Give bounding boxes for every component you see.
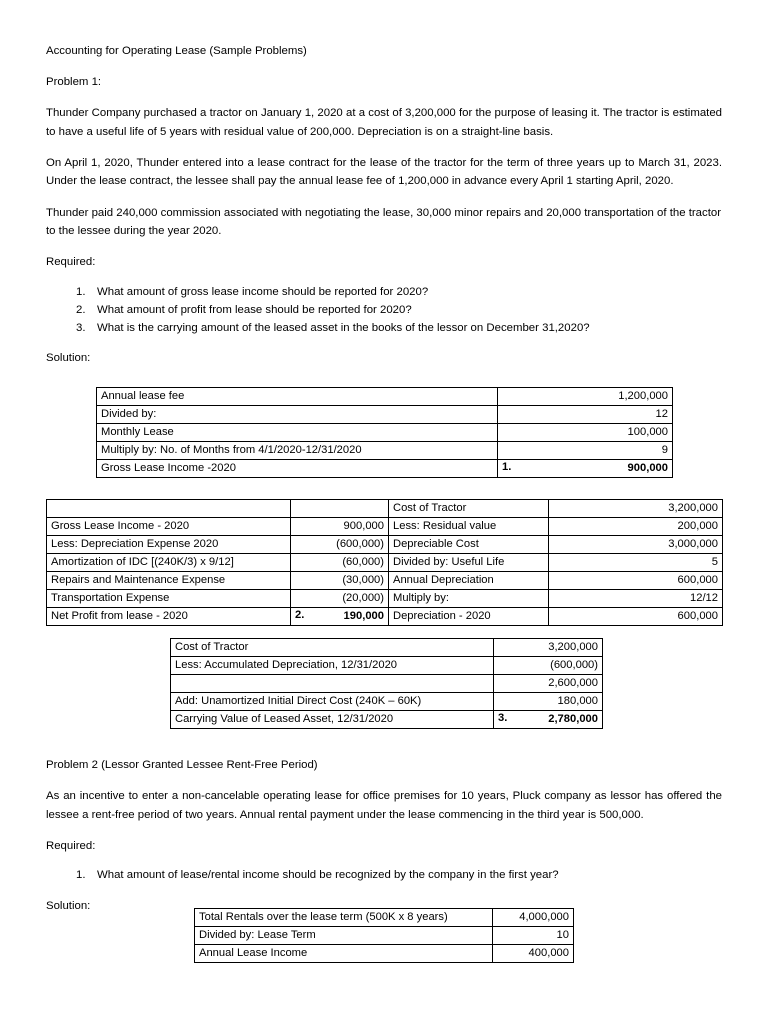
annual-lease-income-table-wrap bbox=[194, 908, 573, 963]
row-value-right: 12/12 bbox=[549, 590, 723, 608]
problem-1-requirements-list bbox=[46, 283, 722, 338]
row-label: Divided by: bbox=[97, 406, 498, 424]
requirement-item: What amount of lease/rental income should be recognized by the company in the first year? bbox=[97, 869, 559, 882]
row-value: 400,000 bbox=[493, 945, 574, 963]
table-row bbox=[97, 460, 673, 478]
row-value: (30,000) bbox=[291, 572, 389, 590]
row-label: Less: Depreciation Expense 2020 bbox=[47, 536, 291, 554]
problem-2-section bbox=[46, 756, 722, 928]
row-value: 190,000 bbox=[343, 610, 384, 622]
table-row bbox=[47, 572, 723, 590]
row-label: Divided by: Lease Term bbox=[195, 927, 493, 945]
table-row bbox=[195, 927, 574, 945]
row-value: 10 bbox=[493, 927, 574, 945]
problem-1-section bbox=[46, 42, 722, 381]
row-value: 2,780,000 bbox=[548, 713, 598, 725]
row-label-right: Divided by: Useful Life bbox=[389, 554, 549, 572]
table-row bbox=[171, 693, 603, 711]
row-label: Total Rentals over the lease term (500K x 8 years) bbox=[195, 909, 493, 927]
row-value: 100,000 bbox=[498, 424, 673, 442]
row-label-right: Less: Residual value bbox=[389, 518, 549, 536]
row-label: Cost of Tractor bbox=[171, 639, 494, 657]
row-label-right: Depreciation - 2020 bbox=[389, 608, 549, 626]
row-value: (60,000) bbox=[291, 554, 389, 572]
table-row bbox=[47, 518, 723, 536]
row-value-answer bbox=[291, 608, 389, 626]
row-label: Annual lease fee bbox=[97, 388, 498, 406]
requirement-item: What is the carrying amount of the leased asset in the books of the lessor on December 31,2020? bbox=[97, 322, 590, 335]
table-row bbox=[47, 536, 723, 554]
row-value-answer bbox=[498, 460, 673, 478]
answer-marker: 1. bbox=[502, 461, 512, 473]
problem-2-paragraph-1: As an incentive to enter a non-cancelable operating lease for office premises for 10 years, Pluck company as lessor has offered the lessee a rent-free period of two years. Annual rental payment under the lease commencing in the third year is 500,000. bbox=[46, 790, 722, 821]
row-value: 180,000 bbox=[494, 693, 603, 711]
row-value-right: 3,000,000 bbox=[549, 536, 723, 554]
answer-marker: 2. bbox=[295, 609, 305, 621]
row-label: Less: Accumulated Depreciation, 12/31/2020 bbox=[171, 657, 494, 675]
row-value bbox=[291, 500, 389, 518]
row-value: 4,000,000 bbox=[493, 909, 574, 927]
table-row bbox=[47, 500, 723, 518]
net-profit-and-depreciation-table-wrap bbox=[46, 499, 722, 626]
table-row bbox=[97, 406, 673, 424]
problem-2-requirements-list bbox=[46, 866, 722, 884]
row-label: Add: Unamortized Initial Direct Cost (240K – 60K) bbox=[171, 693, 494, 711]
problem-1-heading: Problem 1: bbox=[46, 76, 102, 89]
row-label-right: Cost of Tractor bbox=[389, 500, 549, 518]
problem-1-required-label: Required: bbox=[46, 256, 96, 269]
annual-lease-income-table bbox=[194, 908, 574, 963]
problem-2-required-label: Required: bbox=[46, 839, 96, 852]
table-row bbox=[97, 424, 673, 442]
problem-1-paragraph-1: Thunder Company purchased a tractor on January 1, 2020 at a cost of 3,200,000 for the purpose of leasing it. The tractor is estimated to have a useful life of 5 years with residual value of 200,000. Depreciation is on a straight-line basis. bbox=[46, 107, 722, 138]
net-profit-and-depreciation-table bbox=[46, 499, 723, 626]
table-row bbox=[47, 590, 723, 608]
table-row bbox=[47, 554, 723, 572]
row-label bbox=[47, 500, 291, 518]
row-label: Gross Lease Income -2020 bbox=[97, 460, 498, 478]
requirement-item: What amount of profit from lease should be reported for 2020? bbox=[97, 304, 412, 317]
row-label: Carrying Value of Leased Asset, 12/31/2020 bbox=[171, 711, 494, 729]
row-value-right: 600,000 bbox=[549, 608, 723, 626]
row-value: 12 bbox=[498, 406, 673, 424]
row-label-right: Depreciable Cost bbox=[389, 536, 549, 554]
table-row bbox=[171, 675, 603, 693]
row-label-right: Multiply by: bbox=[389, 590, 549, 608]
table-row bbox=[195, 945, 574, 963]
row-value: 9 bbox=[498, 442, 673, 460]
document-title: Accounting for Operating Lease (Sample Problems) bbox=[46, 45, 307, 57]
row-label-right: Annual Depreciation bbox=[389, 572, 549, 590]
row-label: Amortization of IDC [(240K/3) x 9/12] bbox=[47, 554, 291, 572]
row-value-answer bbox=[494, 711, 603, 729]
table-row bbox=[171, 639, 603, 657]
row-label: Transportation Expense bbox=[47, 590, 291, 608]
problem-1-paragraph-3: Thunder paid 240,000 commission associated with negotiating the lease, 30,000 minor repairs and 20,000 transportation of the tractor to the lessee during the year 2020. bbox=[46, 206, 721, 238]
row-value-right: 5 bbox=[549, 554, 723, 572]
row-value: (600,000) bbox=[291, 536, 389, 554]
row-value-right: 600,000 bbox=[549, 572, 723, 590]
row-label bbox=[171, 675, 494, 693]
problem-2-solution-label: Solution: bbox=[46, 899, 91, 912]
row-value: 3,200,000 bbox=[494, 639, 603, 657]
problem-1-solution-label: Solution: bbox=[46, 352, 91, 365]
row-value: 2,600,000 bbox=[494, 675, 603, 693]
row-value: 900,000 bbox=[627, 462, 668, 474]
row-value-right: 3,200,000 bbox=[549, 500, 723, 518]
table-row bbox=[97, 388, 673, 406]
table-row bbox=[171, 657, 603, 675]
row-value-right: 200,000 bbox=[549, 518, 723, 536]
row-label: Multiply by: No. of Months from 4/1/2020-12/31/2020 bbox=[97, 442, 498, 460]
row-label: Net Profit from lease - 2020 bbox=[47, 608, 291, 626]
answer-marker: 3. bbox=[498, 712, 508, 724]
problem-1-paragraph-2: On April 1, 2020, Thunder entered into a lease contract for the lease of the tractor for the term of three years up to March 31, 2023. Under the lease contract, the lessee shall pay the annual lease fee of 1,200,000 in advance every April 1 starting April, 2020. bbox=[46, 156, 722, 188]
row-label: Gross Lease Income - 2020 bbox=[47, 518, 291, 536]
row-value: 1,200,000 bbox=[498, 388, 673, 406]
gross-lease-income-table-wrap bbox=[96, 387, 672, 478]
table-row bbox=[47, 608, 723, 626]
carrying-value-table-wrap bbox=[170, 638, 602, 729]
carrying-value-table bbox=[170, 638, 603, 729]
row-label: Repairs and Maintenance Expense bbox=[47, 572, 291, 590]
table-row bbox=[195, 909, 574, 927]
table-row bbox=[97, 442, 673, 460]
row-label: Annual Lease Income bbox=[195, 945, 493, 963]
requirement-item: What amount of gross lease income should be reported for 2020? bbox=[97, 285, 429, 298]
row-label: Monthly Lease bbox=[97, 424, 498, 442]
gross-lease-income-table bbox=[96, 387, 673, 478]
problem-2-heading: Problem 2 (Lessor Granted Lessee Rent-Free Period) bbox=[46, 759, 318, 771]
row-value: (20,000) bbox=[291, 590, 389, 608]
table-row bbox=[171, 711, 603, 729]
row-value: 900,000 bbox=[291, 518, 389, 536]
row-value: (600,000) bbox=[494, 657, 603, 675]
